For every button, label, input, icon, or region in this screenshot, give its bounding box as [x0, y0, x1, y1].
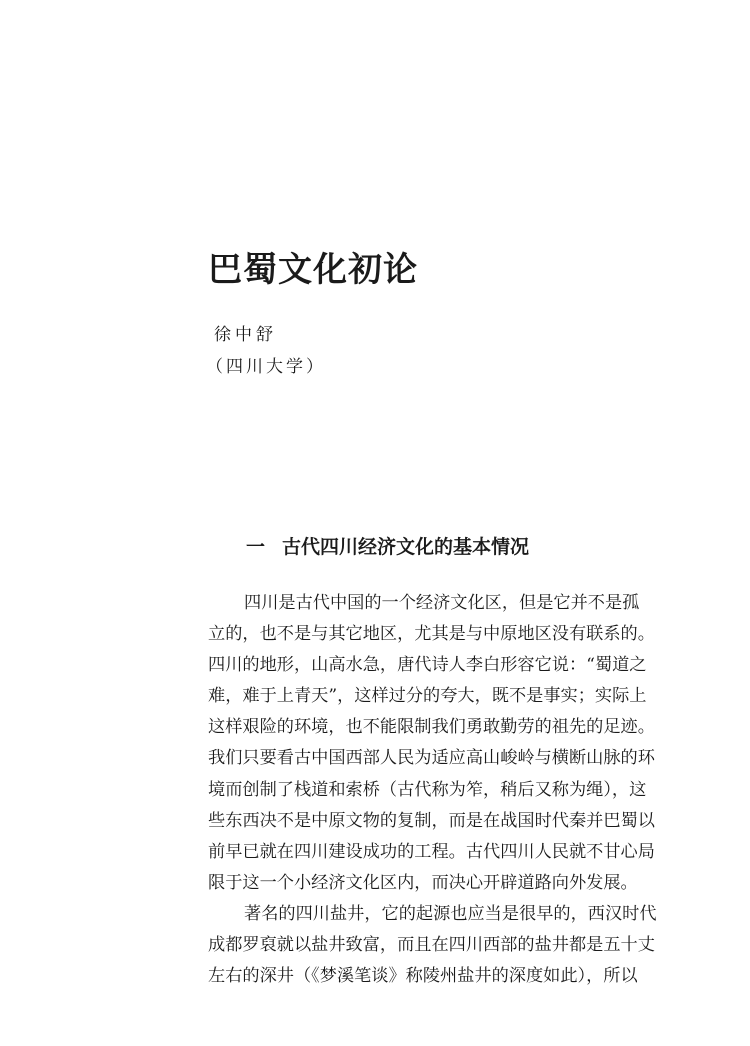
paragraph-line: 限于这一个小经济文化区内，而决心开辟道路向外发展。 [208, 872, 638, 893]
section-number: 一 [246, 536, 266, 558]
section-title: 古代四川经济文化的基本情况 [282, 536, 530, 558]
paragraph-line: 难，难于上青天”，这样过分的夸大，既不是事实；实际上 [208, 686, 647, 707]
author-affiliation: （四川大学） [206, 357, 326, 377]
paragraph-line: 我们只要看古中国西部人民为适应高山峻岭与横断山脉的环 [208, 748, 655, 769]
author-name: 徐中舒 [214, 325, 277, 345]
paragraph-line: 前早已就在四川建设成功的工程。古代四川人民就不甘心局 [208, 841, 655, 862]
paragraph-line: 成都罗裒就以盐井致富，而且在四川西部的盐井都是五十丈 [208, 935, 655, 956]
article-title: 巴蜀文化初论 [208, 250, 418, 290]
paragraph-line: 著名的四川盐井，它的起源也应当是很早的，西汉时代 [244, 903, 657, 924]
paragraph-line: 这样艰险的环境，也不能限制我们勇敢勤劳的祖先的足迹。 [208, 717, 655, 738]
paragraph-line: 四川是古代中国的一个经济文化区，但是它并不是孤 [244, 593, 640, 613]
paragraph-line: 立的，也不是与其它地区，尤其是与中原地区没有联系的。 [208, 624, 655, 645]
paragraph-line: 些东西决不是中原文物的复制，而是在战国时代秦并巴蜀以 [208, 810, 655, 831]
paragraph-line: 左右的深井（《梦溪笔谈》称陵州盐井的深度如此），所以 [208, 966, 638, 987]
paragraph-line: 四川的地形，山高水急，唐代诗人李白形容它说：“蜀道之 [208, 655, 647, 676]
body-text [208, 588, 658, 992]
section-heading [246, 532, 529, 559]
paragraph-line: 境而创制了栈道和索桥（古代称为笮，稍后又称为绳），这 [208, 779, 647, 800]
